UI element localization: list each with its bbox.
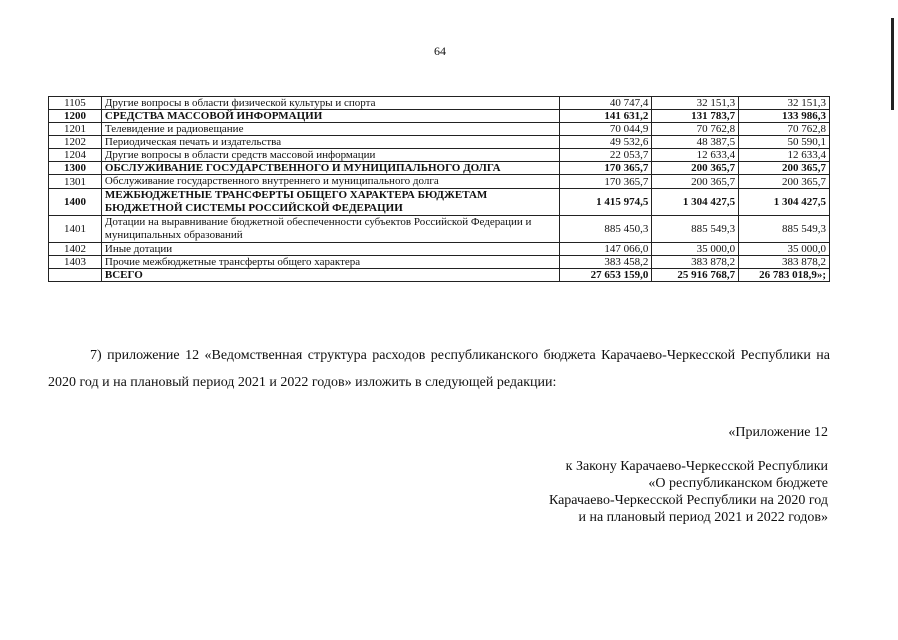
row-code: 1202 bbox=[49, 136, 102, 149]
row-value-2020: 1 415 974,5 bbox=[559, 189, 652, 216]
row-name: Другие вопросы в области средств массовой информации bbox=[101, 149, 559, 162]
row-value-2021: 1 304 427,5 bbox=[652, 189, 739, 216]
row-code: 1200 bbox=[49, 110, 102, 123]
table-row bbox=[49, 97, 830, 110]
row-value-2020: 22 053,7 bbox=[559, 149, 652, 162]
row-value-2020: 383 458,2 bbox=[559, 256, 652, 269]
row-value-2022: 50 590,1 bbox=[739, 136, 830, 149]
row-value-2022: 200 365,7 bbox=[739, 162, 830, 175]
row-code: 1403 bbox=[49, 256, 102, 269]
table-row bbox=[49, 123, 830, 136]
row-code: 1400 bbox=[49, 189, 102, 216]
row-value-2020: 141 631,2 bbox=[559, 110, 652, 123]
row-value-2021: 12 633,4 bbox=[652, 149, 739, 162]
row-name: МЕЖБЮДЖЕТНЫЕ ТРАНСФЕРТЫ ОБЩЕГО ХАРАКТЕРА БЮДЖЕТАМ БЮДЖЕТНОЙ СИСТЕМЫ РОССИЙСКОЙ ФЕДЕРАЦИИ bbox=[101, 189, 559, 216]
law-reference bbox=[549, 458, 828, 526]
row-code: 1401 bbox=[49, 216, 102, 243]
row-name: Другие вопросы в области физической культуры и спорта bbox=[101, 97, 559, 110]
row-code: 1105 bbox=[49, 97, 102, 110]
law-reference-line: к Закону Карачаево-Черкесской Республики bbox=[565, 459, 828, 474]
row-value-2020: 40 747,4 bbox=[559, 97, 652, 110]
row-name: ВСЕГО bbox=[101, 269, 559, 282]
row-value-2020: 70 044,9 bbox=[559, 123, 652, 136]
row-value-2020: 170 365,7 bbox=[559, 162, 652, 175]
row-code: 1300 bbox=[49, 162, 102, 175]
row-value-2022: 12 633,4 bbox=[739, 149, 830, 162]
row-value-2022: 1 304 427,5 bbox=[739, 189, 830, 216]
row-code: 1402 bbox=[49, 243, 102, 256]
row-code: 1204 bbox=[49, 149, 102, 162]
row-name: Иные дотации bbox=[101, 243, 559, 256]
row-value-2021: 885 549,3 bbox=[652, 216, 739, 243]
law-reference-line: Карачаево-Черкесской Республики на 2020 год bbox=[548, 493, 828, 508]
table-row bbox=[49, 243, 830, 256]
paragraph-7: 7) приложение 12 «Ведомственная структура расходов республиканского бюджета Карачаево-Черкесской Республики на 2020 год и на плановый период 2021 и 2022 годов» изложить в следующей редакции: bbox=[48, 348, 830, 390]
row-code bbox=[49, 269, 102, 282]
row-value-2021: 70 762,8 bbox=[652, 123, 739, 136]
table-row bbox=[49, 136, 830, 149]
row-value-2022: 35 000,0 bbox=[739, 243, 830, 256]
table-row bbox=[49, 110, 830, 123]
row-value-2021: 200 365,7 bbox=[652, 162, 739, 175]
margin-rule bbox=[891, 18, 894, 110]
law-reference-line: «О республиканском бюджете bbox=[648, 476, 828, 491]
row-code: 1201 bbox=[49, 123, 102, 136]
row-name: Обслуживание государственного внутреннего и муниципального долга bbox=[101, 175, 559, 189]
row-value-2020: 27 653 159,0 bbox=[559, 269, 652, 282]
page-number: 64 bbox=[434, 44, 446, 58]
row-value-2022: 200 365,7 bbox=[739, 175, 830, 189]
appendix-title: «Приложение 12 bbox=[728, 425, 828, 440]
row-value-2020: 147 066,0 bbox=[559, 243, 652, 256]
table-row bbox=[49, 189, 830, 216]
row-value-2020: 49 532,6 bbox=[559, 136, 652, 149]
row-value-2021: 48 387,5 bbox=[652, 136, 739, 149]
row-value-2022: 133 986,3 bbox=[739, 110, 830, 123]
row-value-2021: 35 000,0 bbox=[652, 243, 739, 256]
table-row bbox=[49, 269, 830, 282]
row-value-2022: 26 783 018,9»; bbox=[739, 269, 830, 282]
budget-table-body bbox=[49, 97, 830, 282]
table-row bbox=[49, 256, 830, 269]
row-name: Телевидение и радиовещание bbox=[101, 123, 559, 136]
row-code: 1301 bbox=[49, 175, 102, 189]
law-reference-line: и на плановый период 2021 и 2022 годов» bbox=[578, 510, 828, 525]
row-name: Периодическая печать и издательства bbox=[101, 136, 559, 149]
row-name: СРЕДСТВА МАССОВОЙ ИНФОРМАЦИИ bbox=[101, 110, 559, 123]
row-value-2022: 32 151,3 bbox=[739, 97, 830, 110]
table-row bbox=[49, 216, 830, 243]
row-name: Прочие межбюджетные трансферты общего характера bbox=[101, 256, 559, 269]
row-value-2021: 32 151,3 bbox=[652, 97, 739, 110]
row-value-2022: 885 549,3 bbox=[739, 216, 830, 243]
row-value-2020: 170 365,7 bbox=[559, 175, 652, 189]
row-value-2020: 885 450,3 bbox=[559, 216, 652, 243]
row-value-2021: 131 783,7 bbox=[652, 110, 739, 123]
row-value-2022: 70 762,8 bbox=[739, 123, 830, 136]
row-value-2021: 25 916 768,7 bbox=[652, 269, 739, 282]
row-value-2021: 200 365,7 bbox=[652, 175, 739, 189]
table-row bbox=[49, 149, 830, 162]
budget-table bbox=[48, 96, 830, 282]
row-name: ОБСЛУЖИВАНИЕ ГОСУДАРСТВЕННОГО И МУНИЦИПАЛЬНОГО ДОЛГА bbox=[101, 162, 559, 175]
row-value-2022: 383 878,2 bbox=[739, 256, 830, 269]
row-name: Дотации на выравнивание бюджетной обеспеченности субъектов Российской Федерации и муниципальных образований bbox=[101, 216, 559, 243]
table-row bbox=[49, 175, 830, 189]
table-row bbox=[49, 162, 830, 175]
row-value-2021: 383 878,2 bbox=[652, 256, 739, 269]
